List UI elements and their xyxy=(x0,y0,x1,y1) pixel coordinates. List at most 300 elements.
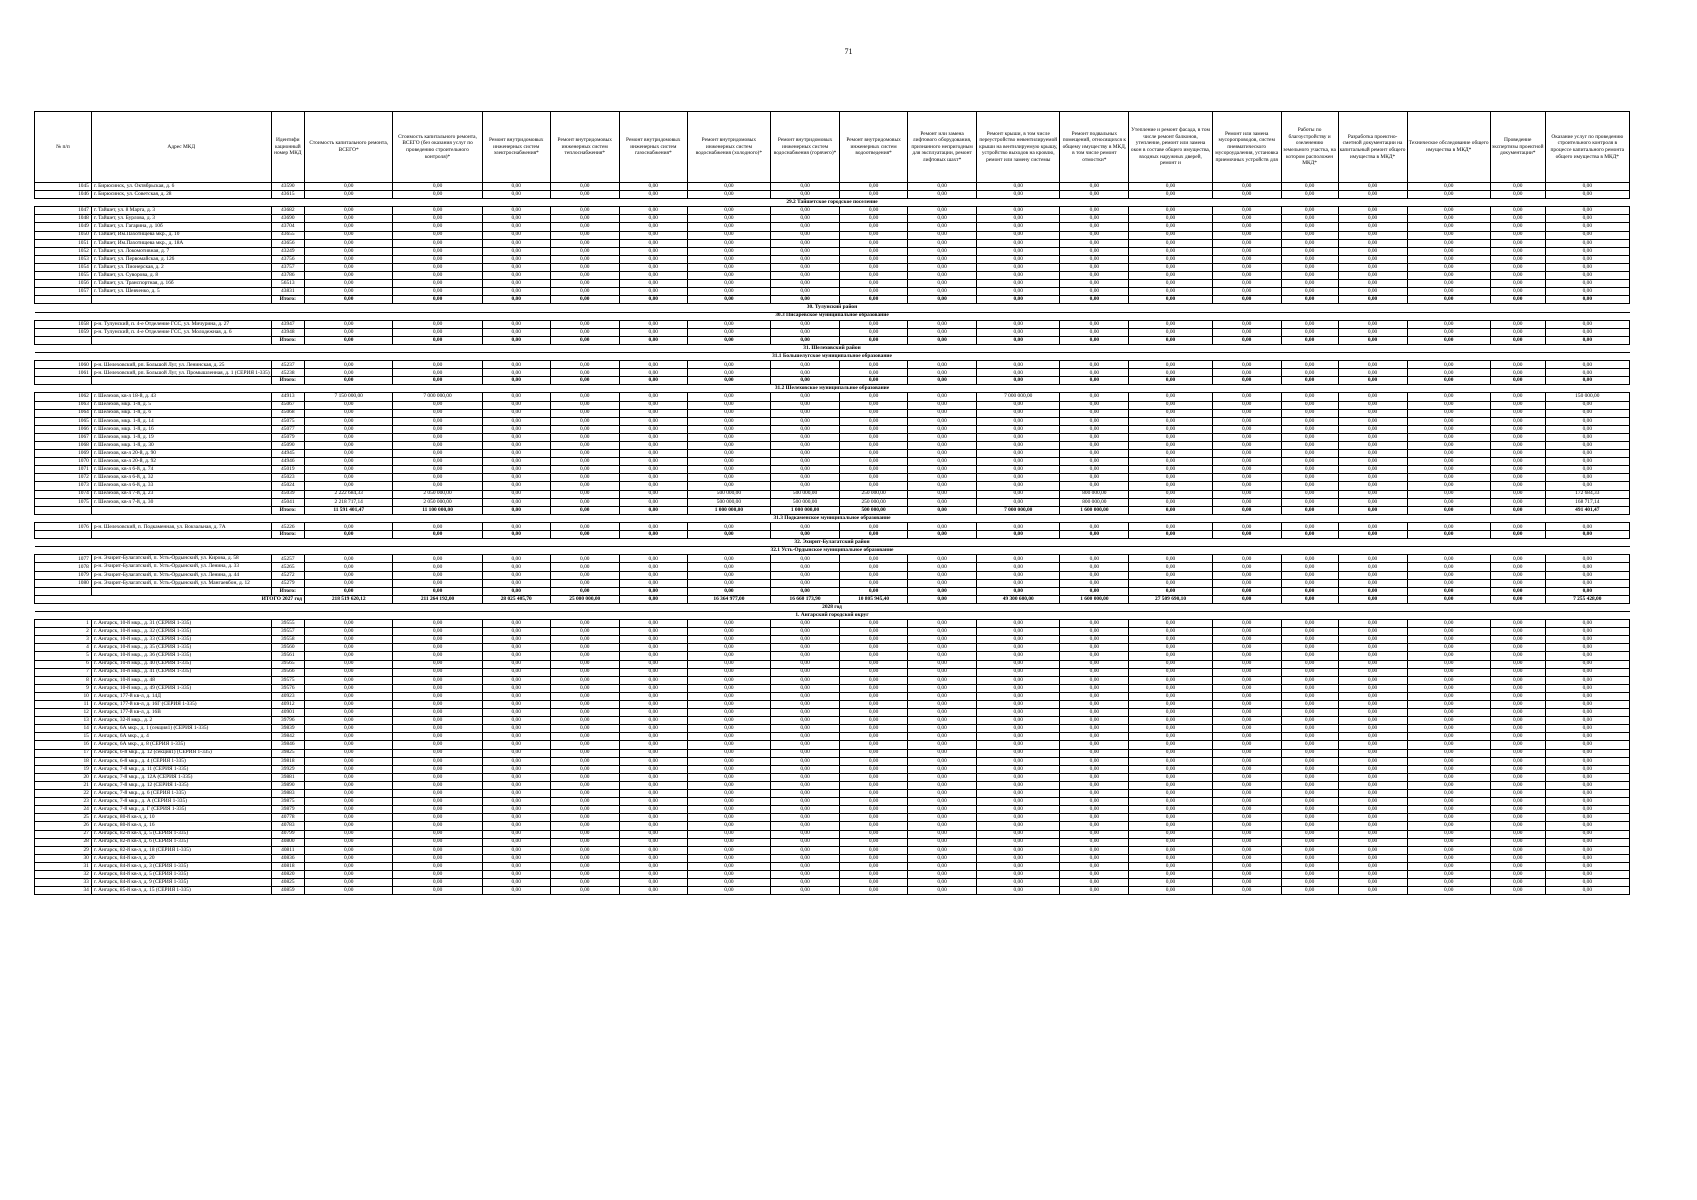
row-cost-value: 0,00 xyxy=(771,522,840,530)
row-cost-value: 0,00 xyxy=(1129,320,1212,328)
row-cost-value: 0,00 xyxy=(977,280,1060,288)
row-cost-value: 0,00 xyxy=(482,790,550,798)
row-cost-value: 0,00 xyxy=(1212,320,1281,328)
row-address: г. Ангарск, 10-й мкр., д. 41 (СЕРИЯ 1-335) xyxy=(91,668,271,676)
row-cost-value: 0,00 xyxy=(771,709,840,717)
row-cost-value: 0,00 xyxy=(305,644,393,652)
total-value: 1 000 000,00 xyxy=(687,506,770,514)
row-building-id: 40778 xyxy=(271,814,305,822)
total-value: 0,00 xyxy=(840,296,908,304)
row-cost-value: 0,00 xyxy=(550,409,619,417)
total-value: 0,00 xyxy=(482,377,550,385)
row-cost-value: 0,00 xyxy=(1338,328,1407,336)
column-header: Ремонт внутридомовых инженерных систем водоотведения* xyxy=(840,112,908,183)
row-number: 1078 xyxy=(35,563,92,571)
row-cost-value: 500 000,00 xyxy=(771,498,840,506)
row-cost-value: 0,00 xyxy=(1407,822,1490,830)
row-cost-value: 0,00 xyxy=(908,433,977,441)
row-cost-value: 0,00 xyxy=(1060,846,1129,854)
row-address: г. Шелехов, кв-л 7-й, д. 30 xyxy=(91,498,271,506)
row-cost-value: 0,00 xyxy=(687,555,770,563)
total-value: 0,00 xyxy=(1545,296,1629,304)
row-cost-value: 0,00 xyxy=(908,263,977,271)
row-cost-value: 0,00 xyxy=(977,806,1060,814)
row-cost-value: 0,00 xyxy=(1338,450,1407,458)
table-row xyxy=(35,773,1630,781)
row-cost-value: 0,00 xyxy=(1129,328,1212,336)
row-cost-value: 0,00 xyxy=(1281,425,1338,433)
table-row xyxy=(35,652,1630,660)
total-value: 0,00 xyxy=(1338,506,1407,514)
row-cost-value: 0,00 xyxy=(977,563,1060,571)
row-cost-value: 0,00 xyxy=(1129,660,1212,668)
row-cost-value: 0,00 xyxy=(908,409,977,417)
row-cost-value: 0,00 xyxy=(1338,660,1407,668)
row-cost-value: 0,00 xyxy=(1212,263,1281,271)
row-cost-value: 0,00 xyxy=(1338,555,1407,563)
row-cost-value: 0,00 xyxy=(1490,709,1545,717)
row-cost-value: 0,00 xyxy=(977,636,1060,644)
row-cost-value: 0,00 xyxy=(550,223,619,231)
row-cost-value: 0,00 xyxy=(1281,628,1338,636)
column-header: Утепление и ремонт фасада, в том числе ремонт балконов, утепление, ремонт или замена окон в составе общего имущества, входных наружных дверей, ремонт и xyxy=(1129,112,1212,183)
row-cost-value: 0,00 xyxy=(482,522,550,530)
row-cost-value: 0,00 xyxy=(1338,652,1407,660)
table-row xyxy=(35,668,1630,676)
total-row xyxy=(35,336,1630,344)
row-cost-value: 0,00 xyxy=(550,887,619,895)
row-cost-value: 0,00 xyxy=(771,425,840,433)
section-heading: 32.1 Усть-Ордынское муниципальное образование xyxy=(35,547,1630,555)
row-cost-value: 0,00 xyxy=(977,717,1060,725)
table-row xyxy=(35,191,1630,199)
row-cost-value: 0,00 xyxy=(1281,450,1338,458)
row-cost-value: 0,00 xyxy=(550,692,619,700)
row-cost-value: 0,00 xyxy=(550,660,619,668)
row-cost-value: 0,00 xyxy=(1338,870,1407,878)
total-value: 0,00 xyxy=(771,587,840,595)
total-row xyxy=(35,377,1630,385)
row-cost-value: 0,00 xyxy=(771,725,840,733)
total-value: 1 000 000,00 xyxy=(771,506,840,514)
row-building-id: 39890 xyxy=(271,781,305,789)
row-cost-value: 0,00 xyxy=(1338,490,1407,498)
row-cost-value: 0,00 xyxy=(550,854,619,862)
row-number: 28 xyxy=(35,838,92,846)
row-cost-value: 0,00 xyxy=(305,846,393,854)
row-cost-value: 0,00 xyxy=(1060,215,1129,223)
row-cost-value: 0,00 xyxy=(393,854,482,862)
row-number: 33 xyxy=(35,879,92,887)
row-cost-value: 0,00 xyxy=(482,620,550,628)
row-cost-value: 0,00 xyxy=(1545,223,1629,231)
row-cost-value: 0,00 xyxy=(840,846,908,854)
row-cost-value: 0,00 xyxy=(305,765,393,773)
row-cost-value: 0,00 xyxy=(1338,814,1407,822)
row-cost-value: 0,00 xyxy=(393,191,482,199)
row-cost-value: 0,00 xyxy=(1060,280,1129,288)
row-cost-value: 0,00 xyxy=(1407,684,1490,692)
row-cost-value: 0,00 xyxy=(482,692,550,700)
row-cost-value: 0,00 xyxy=(1407,846,1490,854)
row-cost-value: 0,00 xyxy=(1281,482,1338,490)
row-cost-value: 0,00 xyxy=(1407,191,1490,199)
grand-total-value: 0,00 xyxy=(619,595,687,603)
row-cost-value: 0,00 xyxy=(908,231,977,239)
row-building-id: 45068 xyxy=(271,409,305,417)
row-cost-value: 0,00 xyxy=(393,628,482,636)
row-cost-value: 0,00 xyxy=(908,862,977,870)
row-cost-value: 0,00 xyxy=(1060,207,1129,215)
total-value: 0,00 xyxy=(482,531,550,539)
total-value: 0,00 xyxy=(1490,296,1545,304)
row-cost-value: 0,00 xyxy=(1212,806,1281,814)
row-cost-value: 0,00 xyxy=(908,741,977,749)
row-cost-value: 0,00 xyxy=(771,814,840,822)
row-cost-value: 0,00 xyxy=(1060,272,1129,280)
row-cost-value: 0,00 xyxy=(977,401,1060,409)
row-cost-value: 0,00 xyxy=(482,830,550,838)
row-building-id: 43948 xyxy=(271,328,305,336)
row-cost-value: 0,00 xyxy=(1212,417,1281,425)
row-cost-value: 0,00 xyxy=(619,223,687,231)
row-cost-value: 0,00 xyxy=(1545,725,1629,733)
row-cost-value: 0,00 xyxy=(1407,555,1490,563)
row-cost-value: 0,00 xyxy=(1212,620,1281,628)
section-heading-row xyxy=(35,304,1630,312)
row-cost-value: 0,00 xyxy=(840,482,908,490)
total-value: 0,00 xyxy=(977,336,1060,344)
row-cost-value: 0,00 xyxy=(1338,183,1407,191)
row-cost-value: 0,00 xyxy=(840,255,908,263)
row-cost-value: 0,00 xyxy=(1281,701,1338,709)
table-row xyxy=(35,458,1630,466)
total-value: 0,00 xyxy=(1212,587,1281,595)
row-number: 9 xyxy=(35,684,92,692)
total-spacer xyxy=(91,531,271,539)
row-cost-value: 0,00 xyxy=(771,393,840,401)
row-cost-value: 0,00 xyxy=(840,684,908,692)
row-cost-value: 0,00 xyxy=(1545,676,1629,684)
column-header: Проведение экспертизы проектной документации* xyxy=(1490,112,1545,183)
row-cost-value: 0,00 xyxy=(550,879,619,887)
row-cost-value: 0,00 xyxy=(1281,409,1338,417)
page-number: 71 xyxy=(844,47,853,56)
row-cost-value: 0,00 xyxy=(482,280,550,288)
row-number: 1052 xyxy=(35,247,92,255)
row-cost-value: 0,00 xyxy=(1407,522,1490,530)
row-cost-value: 0,00 xyxy=(1060,563,1129,571)
row-cost-value: 0,00 xyxy=(1407,433,1490,441)
row-cost-value: 0,00 xyxy=(1281,781,1338,789)
row-cost-value: 0,00 xyxy=(687,328,770,336)
row-cost-value: 0,00 xyxy=(1490,579,1545,587)
row-cost-value: 0,00 xyxy=(1281,288,1338,296)
total-value: 0,00 xyxy=(977,377,1060,385)
row-cost-value: 0,00 xyxy=(305,328,393,336)
row-cost-value: 0,00 xyxy=(908,239,977,247)
row-cost-value: 0,00 xyxy=(1545,474,1629,482)
row-cost-value: 0,00 xyxy=(687,207,770,215)
total-value: 0,00 xyxy=(687,296,770,304)
row-cost-value: 0,00 xyxy=(1338,425,1407,433)
row-cost-value: 0,00 xyxy=(305,854,393,862)
row-cost-value: 0,00 xyxy=(619,773,687,781)
row-cost-value: 0,00 xyxy=(1212,474,1281,482)
row-cost-value: 0,00 xyxy=(393,790,482,798)
row-address: г. Ангарск, 84-й кв-л, д. 20 xyxy=(91,854,271,862)
grand-total-value: 49 300 600,00 xyxy=(977,595,1060,603)
section-heading-row xyxy=(35,547,1630,555)
row-cost-value: 0,00 xyxy=(771,239,840,247)
row-cost-value: 0,00 xyxy=(1212,207,1281,215)
row-cost-value: 0,00 xyxy=(619,684,687,692)
total-value: 0,00 xyxy=(1212,296,1281,304)
row-number: 1065 xyxy=(35,417,92,425)
row-cost-value: 0,00 xyxy=(1212,369,1281,377)
row-cost-value: 0,00 xyxy=(393,458,482,466)
row-cost-value: 0,00 xyxy=(550,773,619,781)
column-header: Ремонт внутридомовых инженерных систем теплоснабжения* xyxy=(550,112,619,183)
row-cost-value: 0,00 xyxy=(619,466,687,474)
row-cost-value: 0,00 xyxy=(482,183,550,191)
row-cost-value: 0,00 xyxy=(977,846,1060,854)
row-cost-value: 0,00 xyxy=(1490,668,1545,676)
row-cost-value: 0,00 xyxy=(771,247,840,255)
row-cost-value: 0,00 xyxy=(305,215,393,223)
row-cost-value: 0,00 xyxy=(1060,668,1129,676)
row-cost-value: 0,00 xyxy=(771,781,840,789)
row-number: 6 xyxy=(35,660,92,668)
row-cost-value: 0,00 xyxy=(305,555,393,563)
row-cost-value: 0,00 xyxy=(1060,660,1129,668)
row-cost-value: 0,00 xyxy=(687,247,770,255)
row-cost-value: 0,00 xyxy=(1129,466,1212,474)
row-cost-value: 0,00 xyxy=(1212,725,1281,733)
column-header: № п/п xyxy=(35,112,92,183)
row-cost-value: 0,00 xyxy=(1407,482,1490,490)
row-cost-value: 0,00 xyxy=(305,887,393,895)
row-cost-value: 0,00 xyxy=(1129,272,1212,280)
row-cost-value: 0,00 xyxy=(908,369,977,377)
row-number: 1053 xyxy=(35,255,92,263)
row-cost-value: 0,00 xyxy=(1212,854,1281,862)
row-cost-value: 0,00 xyxy=(977,231,1060,239)
row-cost-value: 0,00 xyxy=(908,571,977,579)
row-cost-value: 0,00 xyxy=(1129,393,1212,401)
row-address: г. Ангарск, 177-й кв-л, д. 16Г (СЕРИЯ 1-335) xyxy=(91,701,271,709)
row-cost-value: 0,00 xyxy=(482,474,550,482)
row-cost-value: 0,00 xyxy=(550,231,619,239)
row-cost-value: 0,00 xyxy=(908,806,977,814)
row-cost-value: 0,00 xyxy=(1490,466,1545,474)
row-cost-value: 0,00 xyxy=(393,709,482,717)
row-cost-value: 0,00 xyxy=(977,498,1060,506)
row-building-id: 45077 xyxy=(271,425,305,433)
table-row xyxy=(35,628,1630,636)
row-number: 1069 xyxy=(35,450,92,458)
row-cost-value: 0,00 xyxy=(1338,522,1407,530)
row-cost-value: 0,00 xyxy=(1129,814,1212,822)
row-cost-value: 0,00 xyxy=(619,879,687,887)
row-cost-value: 0,00 xyxy=(771,798,840,806)
row-cost-value: 0,00 xyxy=(1490,288,1545,296)
row-number: 3 xyxy=(35,636,92,644)
row-cost-value: 0,00 xyxy=(977,773,1060,781)
row-cost-value: 0,00 xyxy=(1060,231,1129,239)
total-value: 0,00 xyxy=(771,531,840,539)
row-building-id: 44946 xyxy=(271,458,305,466)
row-cost-value: 0,00 xyxy=(1490,862,1545,870)
row-cost-value: 0,00 xyxy=(1129,676,1212,684)
row-cost-value: 0,00 xyxy=(687,223,770,231)
row-number: 1061 xyxy=(35,369,92,377)
row-cost-value: 0,00 xyxy=(550,442,619,450)
row-cost-value: 0,00 xyxy=(482,207,550,215)
row-cost-value: 0,00 xyxy=(1281,749,1338,757)
row-cost-value: 0,00 xyxy=(840,757,908,765)
table-row xyxy=(35,692,1630,700)
table-row xyxy=(35,781,1630,789)
row-cost-value: 0,00 xyxy=(550,814,619,822)
row-cost-value: 0,00 xyxy=(482,458,550,466)
row-number: 5 xyxy=(35,652,92,660)
row-cost-value: 0,00 xyxy=(619,765,687,773)
row-building-id: 40859 xyxy=(271,887,305,895)
row-cost-value: 0,00 xyxy=(908,854,977,862)
row-address: г. Ангарск, 7-й мкр., д. Г (СЕРИЯ 1-335) xyxy=(91,806,271,814)
total-value: 0,00 xyxy=(687,377,770,385)
row-cost-value: 0,00 xyxy=(1490,482,1545,490)
grand-total-label: ИТОГО 2027 год xyxy=(35,595,305,603)
row-cost-value: 0,00 xyxy=(393,183,482,191)
row-cost-value: 0,00 xyxy=(908,701,977,709)
row-cost-value: 0,00 xyxy=(771,474,840,482)
row-cost-value: 0,00 xyxy=(1129,498,1212,506)
table-row xyxy=(35,676,1630,684)
row-cost-value: 0,00 xyxy=(1060,361,1129,369)
row-cost-value: 0,00 xyxy=(1281,887,1338,895)
total-value: 0,00 xyxy=(1281,587,1338,595)
row-address: г. Ангарск, 177-й кв-л, д. 16В xyxy=(91,709,271,717)
row-cost-value: 0,00 xyxy=(482,563,550,571)
row-cost-value: 0,00 xyxy=(977,239,1060,247)
row-cost-value: 0,00 xyxy=(1212,790,1281,798)
row-cost-value: 250 000,00 xyxy=(840,498,908,506)
row-cost-value: 0,00 xyxy=(977,409,1060,417)
total-spacer xyxy=(91,377,271,385)
row-cost-value: 0,00 xyxy=(1212,757,1281,765)
total-value: 0,00 xyxy=(1338,377,1407,385)
row-cost-value: 0,00 xyxy=(482,328,550,336)
row-cost-value: 0,00 xyxy=(482,741,550,749)
row-cost-value: 0,00 xyxy=(1060,773,1129,781)
row-cost-value: 0,00 xyxy=(305,830,393,838)
row-cost-value: 0,00 xyxy=(1060,183,1129,191)
row-cost-value: 0,00 xyxy=(1212,765,1281,773)
row-number: 29 xyxy=(35,846,92,854)
row-cost-value: 0,00 xyxy=(1407,288,1490,296)
row-building-id: 45039 xyxy=(271,490,305,498)
row-cost-value: 0,00 xyxy=(550,393,619,401)
row-cost-value: 0,00 xyxy=(1545,701,1629,709)
row-cost-value: 0,00 xyxy=(1545,255,1629,263)
table-row xyxy=(35,442,1630,450)
row-cost-value: 0,00 xyxy=(1060,684,1129,692)
row-cost-value: 0,00 xyxy=(1060,555,1129,563)
row-cost-value: 0,00 xyxy=(1338,409,1407,417)
row-cost-value: 800 000,00 xyxy=(1060,490,1129,498)
row-cost-value: 0,00 xyxy=(1490,425,1545,433)
row-cost-value: 0,00 xyxy=(550,620,619,628)
row-cost-value: 0,00 xyxy=(305,433,393,441)
row-number: 1045 xyxy=(35,183,92,191)
row-cost-value: 0,00 xyxy=(1545,781,1629,789)
row-cost-value: 0,00 xyxy=(977,255,1060,263)
row-cost-value: 0,00 xyxy=(1338,757,1407,765)
table-row xyxy=(35,239,1630,247)
row-cost-value: 0,00 xyxy=(908,668,977,676)
row-cost-value: 0,00 xyxy=(393,433,482,441)
row-address: г. Ангарск, 7-й мкр., д. 12А (СЕРИЯ 1-335) xyxy=(91,773,271,781)
total-label: Итого: xyxy=(271,506,305,514)
table-row xyxy=(35,887,1630,895)
row-cost-value: 0,00 xyxy=(482,191,550,199)
row-address: г. Ангарск, 10-й мкр., д. 40 (СЕРИЯ 1-335) xyxy=(91,660,271,668)
row-cost-value: 0,00 xyxy=(977,684,1060,692)
row-address: г. Тайшет, ул. Шевченко, д. 5 xyxy=(91,288,271,296)
row-cost-value: 0,00 xyxy=(619,806,687,814)
row-building-id: 39561 xyxy=(271,652,305,660)
row-cost-value: 0,00 xyxy=(1407,870,1490,878)
section-heading-row xyxy=(35,611,1630,619)
table-row xyxy=(35,838,1630,846)
row-cost-value: 0,00 xyxy=(305,806,393,814)
total-value: 0,00 xyxy=(840,377,908,385)
total-value: 0,00 xyxy=(482,506,550,514)
row-cost-value: 0,00 xyxy=(393,717,482,725)
row-cost-value: 0,00 xyxy=(619,417,687,425)
row-cost-value: 0,00 xyxy=(619,563,687,571)
row-cost-value: 0,00 xyxy=(393,814,482,822)
row-building-id: 39825 xyxy=(271,749,305,757)
grand-total-value: 0,00 xyxy=(908,595,977,603)
total-value: 0,00 xyxy=(977,531,1060,539)
row-cost-value: 0,00 xyxy=(977,668,1060,676)
row-cost-value: 0,00 xyxy=(687,773,770,781)
row-number: 1076 xyxy=(35,522,92,530)
row-cost-value: 0,00 xyxy=(977,628,1060,636)
row-cost-value: 0,00 xyxy=(550,644,619,652)
row-cost-value: 0,00 xyxy=(771,806,840,814)
row-cost-value: 0,00 xyxy=(393,361,482,369)
row-cost-value: 0,00 xyxy=(482,765,550,773)
row-cost-value: 0,00 xyxy=(1407,320,1490,328)
row-cost-value: 0,00 xyxy=(1407,668,1490,676)
total-value: 0,00 xyxy=(482,296,550,304)
row-cost-value: 0,00 xyxy=(1060,733,1129,741)
row-cost-value: 0,00 xyxy=(1338,854,1407,862)
column-header: Оказание услуг по проведению строительного контроля в процессе капитального ремонта общего имущества в МКД* xyxy=(1545,112,1629,183)
row-cost-value: 0,00 xyxy=(482,709,550,717)
row-cost-value: 0,00 xyxy=(1407,765,1490,773)
row-cost-value: 0,00 xyxy=(1490,717,1545,725)
row-address: р-н. Шелеховский, рп. Большой Луг, ул. Промышленная, д. 1 (СЕРИЯ 1-335) xyxy=(91,369,271,377)
row-cost-value: 0,00 xyxy=(1407,579,1490,587)
column-header: Техническое обследование общего имущества в МКД* xyxy=(1407,112,1490,183)
row-cost-value: 0,00 xyxy=(305,668,393,676)
total-value: 0,00 xyxy=(1490,336,1545,344)
